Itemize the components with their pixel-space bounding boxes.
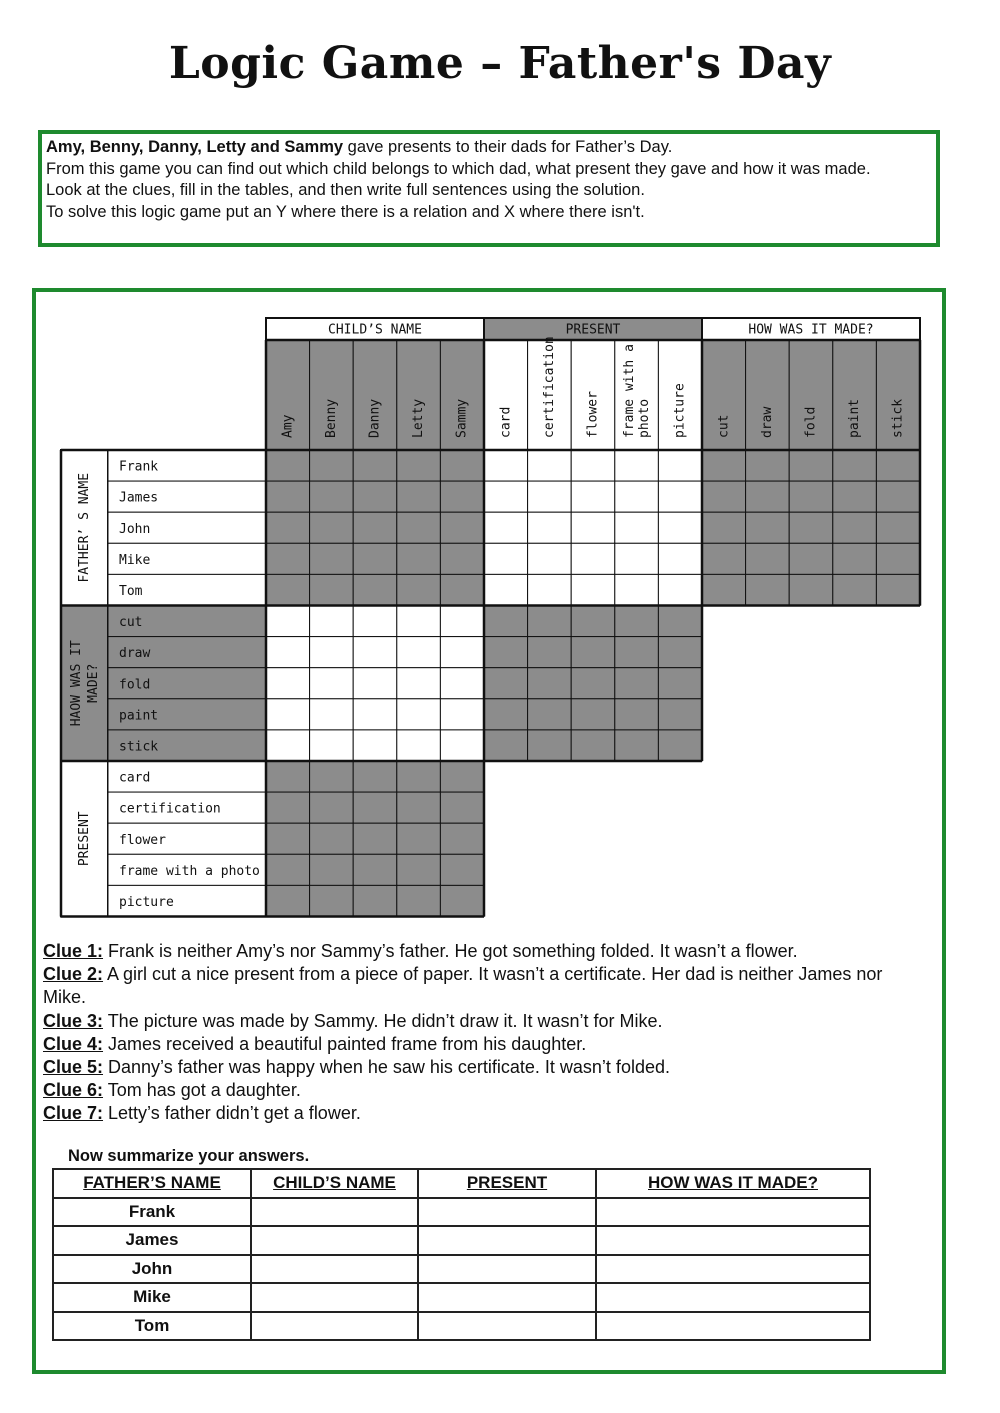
grid-cell: [397, 574, 441, 605]
grid-cell: [658, 606, 702, 637]
row-label: draw: [119, 646, 151, 662]
grid-cell: [440, 543, 484, 574]
clue-text: James received a beautiful painted frame from his daughter.: [103, 1033, 587, 1054]
grid-cell: [789, 574, 833, 605]
grid-cell: [353, 885, 397, 916]
grid-cell: [440, 823, 484, 854]
grid-cell: [440, 668, 484, 699]
column-header-label: Letty: [411, 398, 427, 438]
column-header-label: Danny: [367, 398, 383, 438]
summary-how-cell[interactable]: [596, 1198, 870, 1227]
summary-child-cell[interactable]: [251, 1312, 418, 1341]
summary-header-present: PRESENT: [418, 1169, 596, 1198]
summary-how-cell[interactable]: [596, 1312, 870, 1341]
grid-cell: [266, 761, 310, 792]
grid-cell: [702, 450, 746, 481]
clue: [43, 1056, 923, 1079]
row-group-label: MADE?: [86, 663, 101, 703]
grid-cell: [528, 699, 572, 730]
grid-cell: [658, 574, 702, 605]
grid-cell: [484, 543, 528, 574]
summary-header-how: HOW WAS IT MADE?: [596, 1169, 870, 1198]
grid-cell: [266, 854, 310, 885]
grid-cell: [833, 481, 877, 512]
column-header-label: flower: [585, 391, 601, 438]
grid-cell: [310, 761, 354, 792]
grid-cell: [571, 606, 615, 637]
grid-cell: [528, 450, 572, 481]
clue-text: Tom has got a daughter.: [103, 1080, 301, 1101]
grid-cell: [397, 481, 441, 512]
grid-cell: [440, 761, 484, 792]
grid-cell: [440, 606, 484, 637]
grid-cell: [310, 481, 354, 512]
grid-cell: [353, 637, 397, 668]
grid-cell: [353, 512, 397, 543]
table-row: [53, 1312, 870, 1341]
grid-cell: [571, 574, 615, 605]
column-header-label: Benny: [323, 398, 339, 438]
summary-father-cell: Tom: [53, 1312, 251, 1341]
summary-how-cell[interactable]: [596, 1255, 870, 1284]
grid-cell: [571, 450, 615, 481]
clue-label: Clue 7:: [43, 1103, 104, 1124]
grid-cell: [484, 730, 528, 761]
row-label: Mike: [119, 552, 151, 568]
grid-cell: [658, 668, 702, 699]
summary-header-child: CHILD’S NAME: [251, 1169, 418, 1198]
clue-label: Clue 4:: [43, 1033, 104, 1054]
summary-present-cell[interactable]: [418, 1312, 596, 1341]
summary-present-cell[interactable]: [418, 1198, 596, 1227]
row-label: card: [119, 770, 151, 786]
summary-father-cell: James: [53, 1226, 251, 1255]
grid-cell: [833, 450, 877, 481]
grid-cell: [571, 481, 615, 512]
clue: [43, 963, 923, 1009]
grid-cell: [397, 699, 441, 730]
grid-cell: [440, 512, 484, 543]
grid-cell: [615, 574, 659, 605]
grid-cell: [353, 668, 397, 699]
grid-cell: [746, 481, 790, 512]
grid-cell: [789, 450, 833, 481]
row-label: John: [119, 521, 151, 537]
grid-cell: [397, 730, 441, 761]
grid-cell: [266, 699, 310, 730]
grid-cell: [484, 574, 528, 605]
grid-cell: [266, 637, 310, 668]
clue: [43, 1033, 923, 1056]
grid-cell: [397, 854, 441, 885]
column-header-label: picture: [672, 383, 688, 438]
row-label: Tom: [119, 583, 143, 599]
grid-cell: [833, 512, 877, 543]
grid-cell: [266, 668, 310, 699]
clue: [43, 1010, 923, 1033]
grid-cell: [789, 543, 833, 574]
summary-header-father: FATHER’S NAME: [53, 1169, 251, 1198]
grid-cell: [310, 699, 354, 730]
grid-cell: [571, 730, 615, 761]
row-group-label: FATHER’ S NAME: [77, 472, 92, 583]
grid-cell: [353, 792, 397, 823]
grid-cell: [266, 481, 310, 512]
grid-cell: [353, 481, 397, 512]
clue-text: A girl cut a nice present from a piece of paper. It wasn’t a certificate. Her dad is neither James nor Mike.: [43, 964, 883, 1008]
summary-table: [52, 1168, 871, 1341]
grid-cell: [876, 450, 920, 481]
row-label: frame with a photo: [119, 863, 260, 879]
grid-cell: [484, 450, 528, 481]
grid-cell: [397, 792, 441, 823]
grid-cell: [658, 512, 702, 543]
column-header-label: stick: [890, 398, 906, 438]
summary-father-cell: Frank: [53, 1198, 251, 1227]
grid-cell: [310, 730, 354, 761]
summary-present-cell[interactable]: [418, 1255, 596, 1284]
grid-cell: [746, 512, 790, 543]
grid-cell: [528, 543, 572, 574]
grid-cell: [571, 543, 615, 574]
grid-cell: [658, 450, 702, 481]
grid-cell: [833, 543, 877, 574]
grid-cell: [310, 885, 354, 916]
table-row: [53, 1255, 870, 1284]
grid-cell: [528, 574, 572, 605]
grid-cell: [266, 512, 310, 543]
summary-present-cell[interactable]: [418, 1283, 596, 1312]
row-group-label: PRESENT: [77, 811, 92, 867]
clue: [43, 1079, 923, 1102]
intro-line-4: To solve this logic game put an Y where there is a relation and X where there isn't.: [46, 202, 645, 221]
summary-how-cell[interactable]: [596, 1226, 870, 1255]
row-label: picture: [119, 894, 174, 910]
row-label: certification: [119, 801, 221, 817]
grid-cell: [353, 543, 397, 574]
grid-cell: [658, 637, 702, 668]
grid-cell: [353, 450, 397, 481]
grid-cell: [484, 512, 528, 543]
grid-cell: [310, 637, 354, 668]
clue-label: Clue 3:: [43, 1010, 104, 1031]
grid-cell: [876, 512, 920, 543]
grid-cell: [528, 668, 572, 699]
grid-cell: [266, 730, 310, 761]
grid-cell: [440, 854, 484, 885]
clue-label: Clue 5:: [43, 1057, 104, 1078]
clue-text: Danny’s father was happy when he saw his certificate. It wasn’t folded.: [103, 1057, 670, 1078]
summary-how-cell[interactable]: [596, 1283, 870, 1312]
grid-cell: [746, 574, 790, 605]
grid-cell: [353, 761, 397, 792]
grid-cell: [658, 481, 702, 512]
grid-cell: [440, 699, 484, 730]
clue-label: Clue 1:: [43, 941, 104, 961]
column-header-label: certification: [541, 336, 557, 438]
column-header-label: fold: [803, 406, 819, 438]
row-label: cut: [119, 615, 143, 631]
grid-cell: [615, 637, 659, 668]
clue: [43, 1102, 923, 1125]
clue-label: Clue 6:: [43, 1080, 104, 1101]
grid-cell: [615, 450, 659, 481]
grid-cell: [440, 574, 484, 605]
grid-cell: [528, 637, 572, 668]
summary-father-cell: Mike: [53, 1283, 251, 1312]
row-label: paint: [119, 708, 159, 724]
row-label: Frank: [119, 459, 159, 475]
grid-cell: [571, 668, 615, 699]
row-label: flower: [119, 832, 166, 848]
grid-cell: [571, 699, 615, 730]
summary-header-row: [53, 1169, 870, 1198]
row-label: stick: [119, 739, 159, 755]
grid-cell: [440, 637, 484, 668]
grid-cell: [789, 512, 833, 543]
grid-cell: [571, 512, 615, 543]
summary-child-cell[interactable]: [251, 1283, 418, 1312]
page-title: Logic Game – Father's Day: [168, 38, 832, 89]
grid-cell: [528, 606, 572, 637]
grid-cell: [353, 574, 397, 605]
clue-label: Clue 2:: [43, 964, 104, 985]
grid-cell: [702, 481, 746, 512]
clue: [43, 940, 923, 963]
row-group-label: HAOW WAS IT: [69, 640, 84, 727]
grid-cell: [876, 543, 920, 574]
table-row: [53, 1198, 870, 1227]
grid-cell: [615, 668, 659, 699]
grid-cell: [397, 543, 441, 574]
grid-cell: [310, 450, 354, 481]
grid-cell: [484, 606, 528, 637]
summary-child-cell[interactable]: [251, 1226, 418, 1255]
grid-cell: [397, 512, 441, 543]
summary-heading: Now summarize your answers.: [68, 1147, 310, 1165]
grid-cell: [702, 543, 746, 574]
clue-text: The picture was made by Sammy. He didn’t draw it. It wasn’t for Mike.: [103, 1010, 663, 1031]
grid-cell: [440, 450, 484, 481]
grid-cell: [310, 512, 354, 543]
grid-cell: [310, 574, 354, 605]
grid-cell: [615, 512, 659, 543]
grid-cell: [397, 823, 441, 854]
grid-cell: [310, 543, 354, 574]
grid-cell: [353, 730, 397, 761]
clue-text: Letty’s father didn’t get a flower.: [103, 1103, 361, 1124]
grid-cell: [266, 792, 310, 823]
grid-cell: [310, 792, 354, 823]
grid-cell: [702, 574, 746, 605]
grid-cell: [876, 481, 920, 512]
grid-cell: [571, 637, 615, 668]
grid-cell: [353, 606, 397, 637]
summary-child-cell[interactable]: [251, 1198, 418, 1227]
clues-list: [43, 940, 923, 1126]
grid-cell: [789, 481, 833, 512]
grid-cell: [266, 885, 310, 916]
column-header-label: card: [498, 406, 514, 438]
grid-cell: [484, 481, 528, 512]
column-header-label: draw: [759, 406, 775, 438]
grid-cell: [876, 574, 920, 605]
summary-child-cell[interactable]: [251, 1255, 418, 1284]
grid-cell: [658, 730, 702, 761]
grid-cell: [658, 699, 702, 730]
grid-cell: [266, 543, 310, 574]
grid-cell: [440, 730, 484, 761]
column-group-label: PRESENT: [565, 322, 621, 338]
grid-cell: [702, 512, 746, 543]
grid-cell: [397, 885, 441, 916]
grid-cell: [440, 481, 484, 512]
summary-present-cell[interactable]: [418, 1226, 596, 1255]
column-header-label: photo: [637, 398, 653, 438]
column-header-label: Amy: [280, 414, 296, 438]
grid-cell: [615, 730, 659, 761]
grid-cell: [658, 543, 702, 574]
grid-cell: [528, 481, 572, 512]
column-header-label: frame with a: [622, 344, 638, 438]
grid-cell: [746, 543, 790, 574]
grid-cell: [615, 699, 659, 730]
row-label: fold: [119, 677, 151, 693]
grid-cell: [615, 606, 659, 637]
column-group-label: CHILD’S NAME: [328, 322, 422, 338]
grid-cell: [266, 606, 310, 637]
grid-cell: [310, 606, 354, 637]
clue-text: Frank is neither Amy’s nor Sammy’s father. He got something folded. It wasn’t a flower.: [103, 941, 798, 961]
table-row: [53, 1283, 870, 1312]
grid-cell: [833, 574, 877, 605]
grid-cell: [440, 792, 484, 823]
column-group-label: HOW WAS IT MADE?: [748, 322, 874, 338]
grid-cell: [615, 543, 659, 574]
grid-cell: [397, 606, 441, 637]
grid-cell: [746, 450, 790, 481]
column-header-label: cut: [716, 414, 732, 438]
grid-cell: [397, 450, 441, 481]
grid-cell: [353, 823, 397, 854]
row-label: James: [119, 490, 159, 506]
grid-cell: [266, 450, 310, 481]
grid-cell: [266, 823, 310, 854]
grid-cell: [615, 481, 659, 512]
grid-cell: [528, 730, 572, 761]
grid-cell: [310, 854, 354, 885]
column-header-label: paint: [847, 398, 863, 438]
grid-cell: [484, 668, 528, 699]
column-header-label: Sammy: [454, 398, 470, 438]
summary-father-cell: John: [53, 1255, 251, 1284]
grid-cell: [397, 761, 441, 792]
grid-cell: [353, 854, 397, 885]
intro-line-1-rest: gave presents to their dads for Father’s Day.: [343, 138, 673, 156]
grid-cell: [266, 574, 310, 605]
intro-line-2: From this game you can find out which child belongs to which dad, what present they gave and how it was made.: [46, 159, 871, 178]
grid-cell: [484, 699, 528, 730]
table-row: [53, 1226, 870, 1255]
intro-line-3: Look at the clues, fill in the tables, and then write full sentences using the solution.: [46, 181, 645, 199]
grid-cell: [310, 823, 354, 854]
grid-cell: [310, 668, 354, 699]
grid-cell: [440, 885, 484, 916]
grid-cell: [397, 668, 441, 699]
grid-cell: [528, 512, 572, 543]
grid-cell: [484, 637, 528, 668]
grid-cell: [397, 637, 441, 668]
intro-names: Amy, Benny, Danny, Letty and Sammy: [46, 138, 344, 156]
grid-cell: [353, 699, 397, 730]
